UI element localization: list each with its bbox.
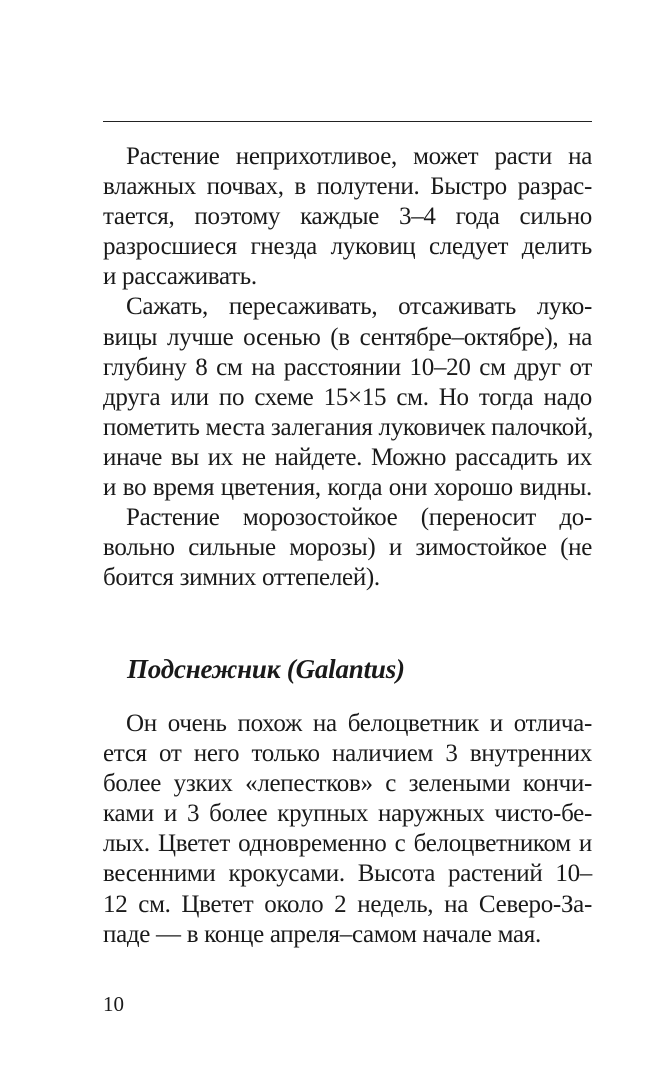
text-line: друга или по схеме 15×15 см. Но тогда надо (103, 383, 592, 411)
text-line: паде — в конце апреля–самом начале мая. (103, 920, 541, 948)
section-heading: Подснежник (Galantus) (127, 654, 405, 684)
text-line: пометить места залегания луковичек палочкой, (103, 413, 594, 441)
body-text-section-2 (103, 709, 592, 950)
body-text-section-1 (103, 142, 592, 593)
text-line: 12 см. Цветет около 2 недель, на Северо-За- (103, 890, 592, 918)
text-line: Растение морозостойкое (переносит до- (126, 504, 592, 532)
text-line: ками и 3 более крупных наружных чисто-бе- (103, 800, 592, 828)
header-rule (103, 121, 592, 122)
text-line: вольно сильные морозы) и зимостойкое (не (103, 534, 592, 562)
text-line: иначе вы их не найдете. Можно рассадить их (103, 443, 592, 471)
text-line: лых. Цветет одновременно с белоцветником и (103, 830, 592, 858)
text-line: влажных почвах, в полутени. Быстро разрас- (103, 173, 592, 201)
text-line: более узких «лепестков» с зелеными кончи- (103, 770, 592, 798)
text-line: весенними крокусами. Высота растений 10– (103, 860, 592, 888)
text-line: ется от него только наличием 3 внутренних (103, 740, 592, 768)
text-line: Сажать, пересаживать, отсаживать луко- (126, 293, 592, 321)
text-line: и рассаживать. (103, 263, 257, 291)
text-line: Он очень похож на белоцветник и отлича- (126, 710, 592, 737)
text-line: вицы лучше осенью (в сентябре–октябре), на (103, 323, 592, 351)
text-line: Растение неприхотливое, может расти на (126, 143, 592, 170)
text-line: разросшиеся гнезда луковиц следует делить (103, 233, 592, 261)
text-line: и во время цветения, когда они хорошо видны. (103, 474, 592, 502)
text-line: глубину 8 см на расстоянии 10–20 см друг от (103, 353, 592, 381)
text-line: тается, поэтому каждые 3–4 года сильно (103, 203, 592, 231)
page-number: 10 (103, 992, 124, 1016)
text-line: боится зимних оттепелей). (103, 564, 380, 592)
